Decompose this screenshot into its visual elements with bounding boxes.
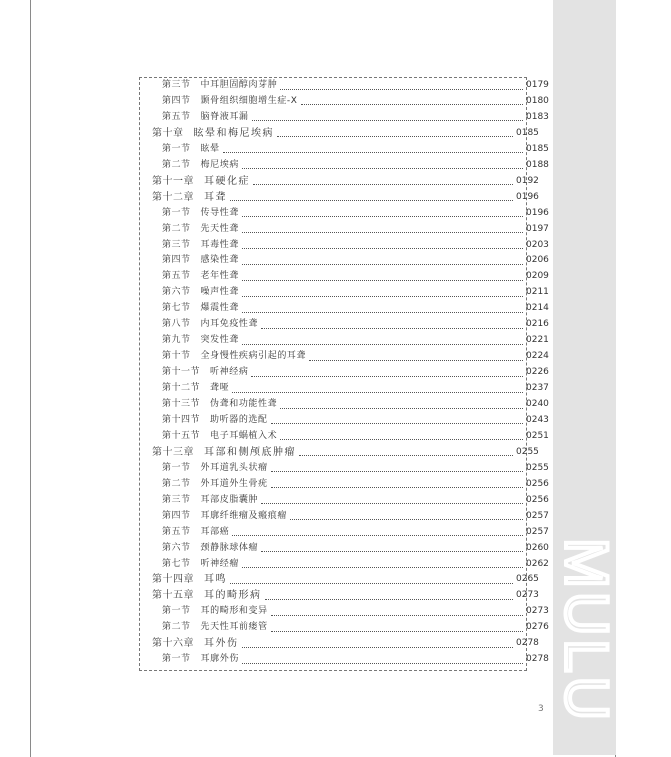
toc-entry-title: 助听器的选配 (210, 414, 268, 425)
toc-entry-title: 眩晕和梅尼埃病 (193, 127, 274, 139)
toc-entry-page: 0276 (526, 622, 549, 633)
toc-entry-number: 第五节 (162, 111, 191, 122)
toc-section-row[interactable] (140, 620, 548, 635)
toc-entry-title: 听神经瘤 (200, 558, 239, 569)
toc-entry-title: 外耳道外生骨疣 (200, 478, 268, 489)
toc-entry-title: 耳的畸形和变异 (200, 606, 268, 617)
toc-entry-number: 第十二节 (162, 383, 201, 394)
toc-leader-dots (290, 518, 523, 520)
toc-entry-title: 耳鸣 (204, 574, 227, 586)
toc-entry-page: 0179 (526, 80, 549, 90)
toc-entry-page: 0209 (526, 271, 549, 282)
toc-entry-title: 耳的畸形病 (204, 590, 262, 602)
toc-entry-title: 眩晕 (200, 143, 220, 154)
toc-leader-dots (242, 263, 523, 265)
toc-entry-number: 第七节 (162, 558, 191, 569)
toc-entry-page: 0203 (526, 239, 549, 250)
toc-leader-dots (242, 646, 514, 648)
toc-leader-dots (261, 327, 523, 329)
toc-section-row[interactable] (140, 557, 548, 572)
toc-leader-dots (271, 470, 523, 472)
toc-section-row[interactable] (140, 333, 548, 348)
toc-entry-number: 第五节 (162, 271, 191, 282)
toc-entry-page: 0257 (526, 526, 549, 537)
toc-entry-title: 伪聋和功能性聋 (210, 399, 278, 409)
toc-entry-number: 第十章 (152, 127, 184, 139)
toc-entry-page: 0237 (526, 383, 549, 394)
toc-entry-page: 0278 (526, 654, 549, 665)
toc-entry-title: 耳部和侧颅底肿瘤 (204, 446, 296, 458)
toc-entry-number: 第一节 (162, 207, 191, 218)
toc-entry-page: 0180 (526, 95, 549, 106)
toc-leader-dots (242, 295, 523, 297)
toc-entry-title: 颈静脉球体瘤 (200, 542, 259, 553)
toc-section-row[interactable] (140, 381, 548, 396)
toc-entry-page: 0188 (526, 159, 549, 170)
toc-section-row[interactable] (140, 365, 548, 380)
toc-entry-page: 0278 (516, 638, 539, 649)
toc-chapter-row[interactable] (140, 636, 538, 651)
toc-entry-page: 0206 (526, 255, 549, 266)
toc-entry-page: 0262 (526, 558, 549, 569)
toc-chapter-row[interactable] (140, 126, 538, 141)
toc-entry-title: 耳硬化症 (204, 175, 250, 187)
toc-section-row[interactable] (140, 652, 548, 667)
toc-entry-page: 0257 (526, 510, 549, 521)
toc-section-row[interactable] (140, 269, 548, 284)
toc-leader-dots (242, 662, 523, 664)
toc-section-row[interactable] (140, 477, 548, 492)
toc-entry-title: 爆震性聋 (200, 303, 239, 314)
toc-leader-dots (230, 582, 513, 584)
toc-entry-title: 耳部皮脂囊肿 (200, 494, 259, 505)
toc-chapter-row[interactable] (140, 190, 538, 205)
toc-leader-dots (242, 247, 523, 249)
toc-entry-number: 第五节 (162, 526, 191, 537)
toc-entry-page: 0183 (526, 111, 549, 122)
toc-section-row[interactable] (140, 78, 548, 93)
toc-section-row[interactable] (140, 525, 548, 540)
toc-entry-title: 耳廓外伤 (200, 654, 239, 665)
toc-leader-dots (242, 215, 523, 217)
toc-entry-number: 第三节 (162, 239, 191, 250)
toc-entry-number: 第一节 (162, 606, 191, 617)
toc-leader-dots (251, 375, 523, 377)
toc-section-row[interactable] (140, 413, 548, 428)
toc-leader-dots (232, 391, 523, 393)
toc-entry-title: 中耳胆固醇肉芽肿 (200, 80, 278, 90)
toc-entry-title: 耳外伤 (204, 638, 239, 650)
toc-leader-dots (271, 630, 523, 632)
toc-entry-number: 第十三节 (162, 399, 201, 409)
toc-entry-page: 0197 (526, 223, 549, 234)
toc-entry-page: 0211 (526, 287, 549, 298)
toc-entry-title: 先天性耳前瘘管 (200, 622, 268, 633)
toc-entry-page: 0251 (526, 430, 549, 441)
toc-section-row[interactable] (140, 429, 548, 444)
toc-section-row[interactable] (140, 110, 548, 125)
toc-entry-title: 听神经病 (210, 367, 249, 378)
toc-section-row[interactable] (140, 253, 548, 268)
toc-leader-dots (261, 502, 523, 504)
toc-entry-number: 第四节 (162, 255, 191, 266)
toc-section-row[interactable] (140, 541, 548, 556)
toc-leader-dots (242, 167, 523, 169)
toc-entry-page: 0185 (526, 143, 549, 154)
toc-entry-number: 第十五章 (152, 590, 194, 602)
toc-section-row[interactable] (140, 349, 548, 364)
page-number: 3 (538, 704, 544, 714)
toc-leader-dots (299, 454, 513, 456)
toc-entry-page: 0265 (516, 574, 539, 585)
toc-leader-dots (242, 279, 523, 281)
toc-entry-number: 第十五节 (162, 430, 201, 441)
toc-chapter-row[interactable] (140, 174, 538, 189)
toc-leader-dots (253, 183, 513, 185)
toc-entry-number: 第十一节 (162, 367, 201, 378)
toc-entry-number: 第二节 (162, 478, 191, 489)
toc-entry-title: 颞骨组织细胞增生症-X (200, 95, 298, 106)
toc-leader-dots (223, 151, 523, 153)
toc-entry-page: 0273 (516, 590, 539, 601)
toc-section-row[interactable] (140, 206, 548, 221)
toc-entry-number: 第八节 (162, 319, 191, 330)
toc-entry-number: 第三节 (162, 80, 191, 90)
toc-entry-number: 第十四章 (152, 574, 194, 586)
toc-entry-title: 噪声性聋 (200, 287, 239, 298)
toc-entry-number: 第一节 (162, 462, 191, 473)
toc-leader-dots (271, 486, 523, 488)
toc-entry-number: 第九节 (162, 335, 191, 346)
toc-leader-dots (232, 534, 523, 536)
toc-entry-title: 外耳道乳头状瘤 (200, 462, 268, 473)
toc-entry-page: 0256 (526, 494, 549, 505)
toc-entry-page: 0255 (526, 462, 549, 473)
toc-leader-dots (265, 598, 514, 600)
toc-leader-dots (301, 103, 523, 105)
toc-entry-page: 0273 (526, 606, 549, 617)
toc-entry-title: 脑脊液耳漏 (200, 111, 249, 122)
toc-entry-page: 0214 (526, 303, 549, 314)
toc-entry-number: 第六节 (162, 287, 191, 298)
toc-entry-number: 第三节 (162, 494, 191, 505)
toc-entry-number: 第十四节 (162, 414, 201, 425)
toc-section-row[interactable] (140, 285, 548, 300)
toc-entry-title: 先天性聋 (200, 223, 239, 234)
toc-entry-title: 感染性聋 (200, 255, 239, 266)
toc-entry-title: 内耳免疫性聋 (200, 319, 259, 330)
toc-chapter-row[interactable] (140, 572, 538, 587)
toc-entry-title: 全身慢性疾病引起的耳聋 (200, 351, 307, 362)
toc-section-row[interactable] (140, 461, 548, 476)
toc-entry-number: 第一节 (162, 143, 191, 154)
toc-section-row[interactable] (140, 509, 548, 524)
toc-leader-dots (261, 550, 523, 552)
toc-entry-number: 第一节 (162, 654, 191, 665)
toc-entry-number: 第四节 (162, 95, 191, 106)
toc-section-row[interactable] (140, 222, 548, 237)
toc-section-row[interactable] (140, 142, 548, 157)
toc-leader-dots (242, 343, 523, 345)
toc-section-row[interactable] (140, 493, 548, 508)
toc-leader-dots (271, 422, 523, 424)
toc-entry-title: 老年性聋 (200, 271, 239, 282)
toc-leader-dots (242, 566, 523, 568)
toc-entry-page: 0192 (516, 175, 539, 186)
toc-entry-title: 传导性聋 (200, 207, 239, 218)
toc-section-row[interactable] (140, 94, 548, 109)
toc-entry-number: 第十六章 (152, 638, 194, 650)
toc-entry-number: 第七节 (162, 303, 191, 314)
toc-chapter-row[interactable] (140, 445, 538, 460)
toc-entry-title: 耳毒性聋 (200, 239, 239, 250)
toc-entry-page: 0255 (516, 446, 539, 457)
toc-leader-dots (252, 119, 523, 121)
toc-entry-title: 耳廓纤维瘤及瘢痕瘤 (200, 510, 287, 521)
toc-entry-number: 第二节 (162, 622, 191, 633)
toc-entry-title: 聋哑 (210, 383, 230, 394)
toc-leader-dots (280, 407, 523, 409)
toc-entry-number: 第十节 (162, 351, 191, 362)
toc-leader-dots (242, 231, 523, 233)
toc-chapter-row[interactable] (140, 588, 538, 603)
toc-leader-dots (280, 438, 523, 440)
toc-entry-number: 第十一章 (152, 175, 194, 187)
toc-leader-dots (309, 359, 523, 361)
toc-section-row[interactable] (140, 238, 548, 253)
toc-entry-title: 梅尼埃病 (200, 159, 239, 170)
toc-leader-dots (242, 311, 523, 313)
toc-entry-number: 第二节 (162, 223, 191, 234)
toc-section-row[interactable] (140, 301, 548, 316)
toc-section-row[interactable] (140, 397, 548, 412)
toc-section-row[interactable] (140, 158, 548, 173)
toc-entry-number: 第六节 (162, 542, 191, 553)
toc-entry-title: 电子耳蜗植入术 (210, 430, 278, 441)
toc-leader-dots (230, 199, 513, 201)
toc-entry-title: 耳聋 (204, 191, 227, 203)
toc-entry-page: 0256 (526, 478, 549, 489)
toc-entry-title: 突发性聋 (200, 335, 239, 346)
toc-entry-page: 0196 (516, 191, 539, 202)
toc-leader-dots (280, 88, 523, 90)
toc-entry-number: 第十二章 (152, 191, 194, 203)
toc-leader-dots (271, 614, 523, 616)
toc-entry-page: 0260 (526, 542, 549, 553)
table-of-contents (139, 77, 549, 671)
toc-entry-page: 0226 (526, 367, 549, 378)
toc-entry-number: 第四节 (162, 510, 191, 521)
toc-entry-title: 耳部癌 (200, 526, 230, 537)
toc-leader-dots (277, 135, 513, 137)
toc-entry-page: 0196 (526, 207, 549, 218)
toc-entry-page: 0240 (526, 399, 549, 409)
toc-entry-page: 0221 (526, 335, 549, 346)
toc-section-row[interactable] (140, 317, 548, 332)
mulu-watermark (553, 528, 620, 743)
toc-entry-page: 0185 (516, 127, 539, 138)
toc-entry-page: 0243 (526, 414, 549, 425)
toc-entry-page: 0216 (526, 319, 549, 330)
toc-entry-number: 第二节 (162, 159, 191, 170)
toc-entry-number: 第十三章 (152, 446, 194, 458)
toc-entry-page: 0224 (526, 351, 549, 362)
mulu-watermark-text: MULU (553, 538, 620, 725)
toc-section-row[interactable] (140, 604, 548, 619)
